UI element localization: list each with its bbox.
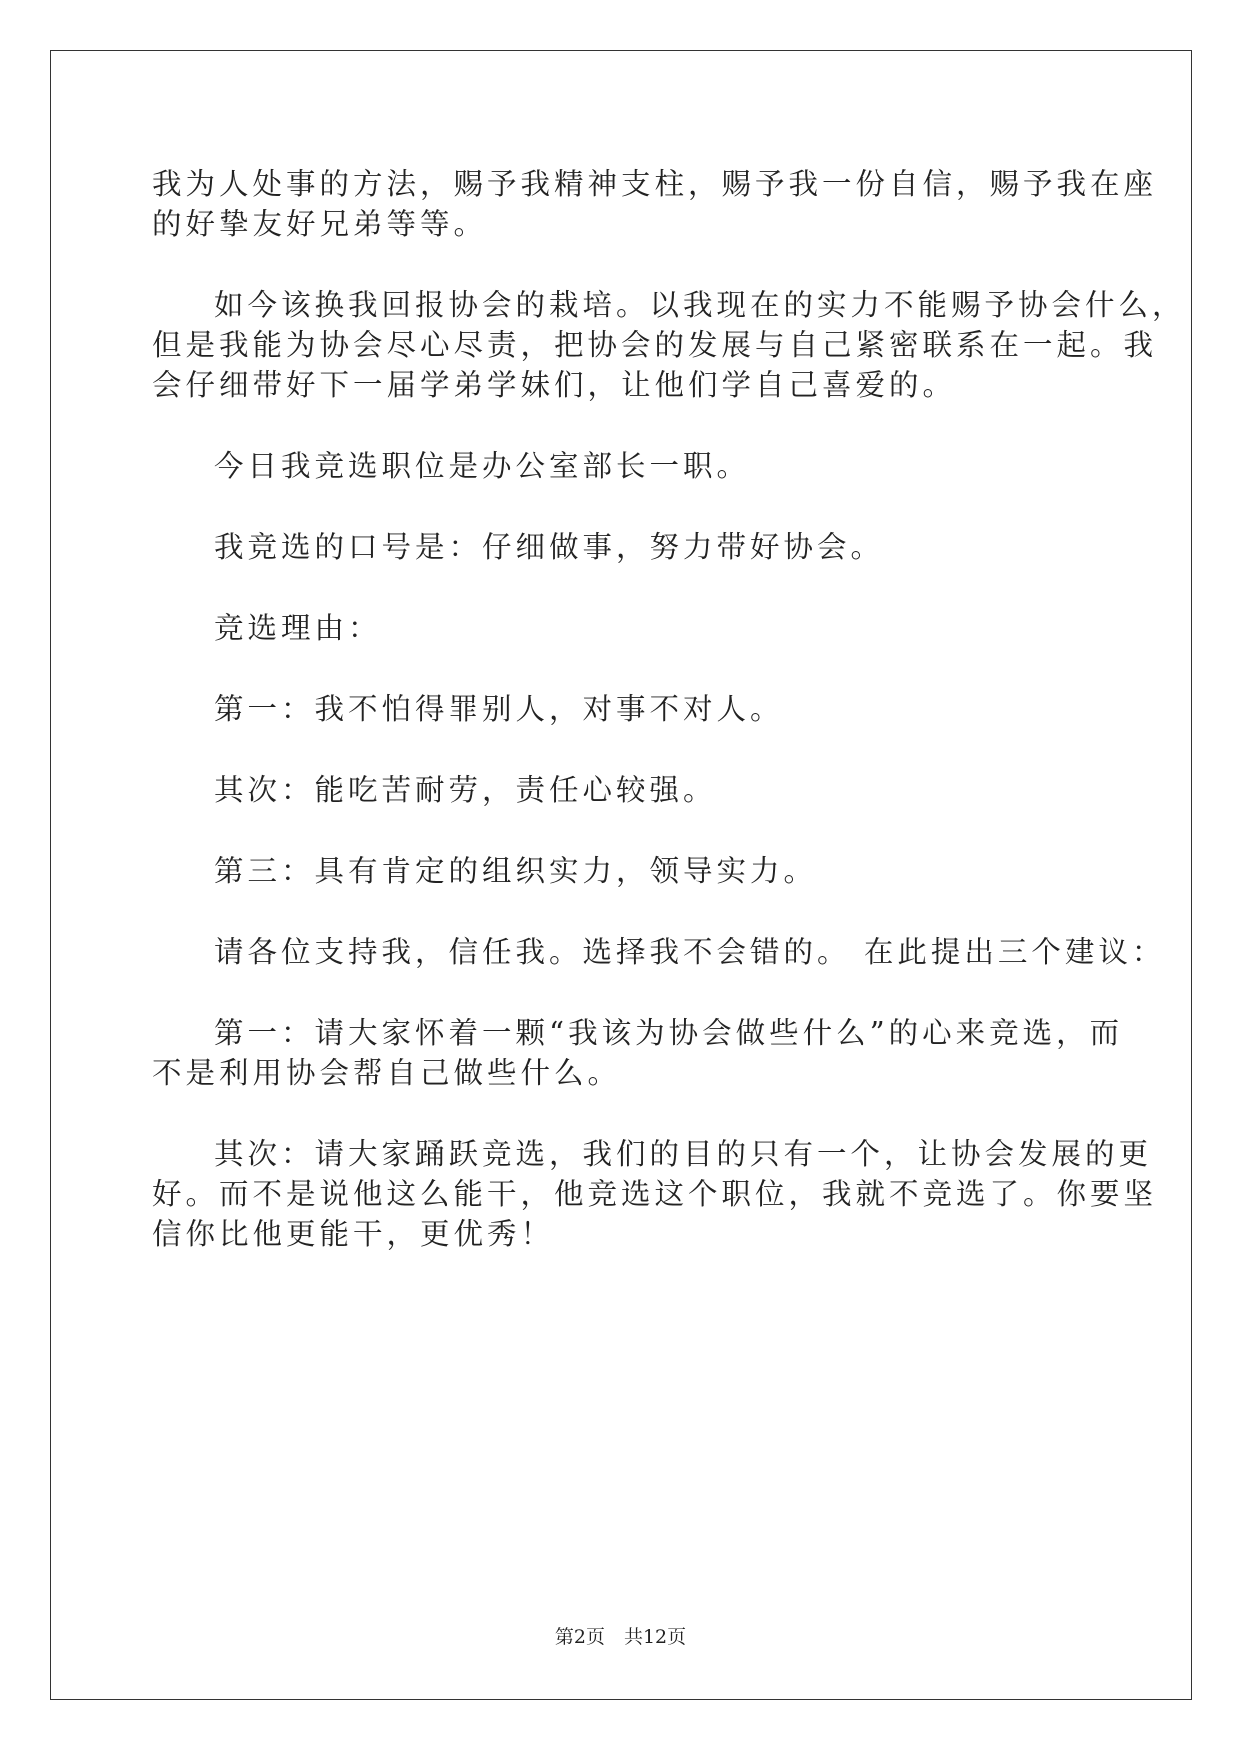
- document-body: [152, 164, 1186, 1254]
- paragraph: [152, 446, 1092, 486]
- paragraph-line: 其次：能吃苦耐劳，责任心较强。: [214, 773, 717, 807]
- paragraph-line: 第三：具有肯定的组织实力，领导实力。: [214, 854, 818, 888]
- paragraph: [152, 608, 1092, 648]
- paragraph: [152, 1013, 1124, 1093]
- paragraph: [152, 164, 1158, 244]
- paragraph: [152, 285, 1186, 405]
- paragraph-line: 会仔细带好下一届学弟学妹们，让他们学自己喜爱的。: [152, 368, 957, 402]
- paragraph-line: 竞选理由：: [214, 611, 382, 645]
- paragraph: [152, 932, 1166, 972]
- paragraph-line: 其次：请大家踊跃竞选，我们的目的只有一个，让协会发展的更: [214, 1137, 1153, 1171]
- paragraph: [152, 527, 1092, 567]
- paragraph-line: 第一：我不怕得罪别人，对事不对人。: [214, 692, 784, 726]
- paragraph-line: 但是我能为协会尽心尽责，把协会的发展与自己紧密联系在一起。我: [152, 328, 1158, 362]
- paragraph-line: 好。而不是说他这么能干，他竞选这个职位，我就不竞选了。你要坚: [152, 1177, 1158, 1211]
- page-number-footer: 第2页 共12页: [554, 1626, 687, 1648]
- paragraph: [152, 851, 1092, 891]
- paragraph-line: 不是利用协会帮自己做些什么。: [152, 1056, 622, 1090]
- paragraph-line: 我为人处事的方法，赐予我精神支柱，赐予我一份自信，赐予我在座: [152, 167, 1158, 201]
- paragraph: [152, 1134, 1158, 1254]
- paragraph-line: 请各位支持我，信任我。选择我不会错的。 在此提出三个建议：: [214, 935, 1166, 969]
- paragraph: [152, 770, 1092, 810]
- paragraph-line: 信你比他更能干，更优秀！: [152, 1217, 555, 1251]
- paragraph-line: 今日我竞选职位是办公室部长一职。: [214, 449, 751, 483]
- paragraph-line: 我竞选的口号是：仔细做事，努力带好协会。: [214, 530, 885, 564]
- paragraph-line: 第一：请大家怀着一颗“我该为协会做些什么”的心来竞选，而: [214, 1016, 1124, 1050]
- paragraph: [152, 689, 1092, 729]
- paragraph-line: 如今该换我回报协会的栽培。以我现在的实力不能赐予协会什么，: [214, 288, 1186, 322]
- paragraph-line: 的好挚友好兄弟等等。: [152, 207, 488, 241]
